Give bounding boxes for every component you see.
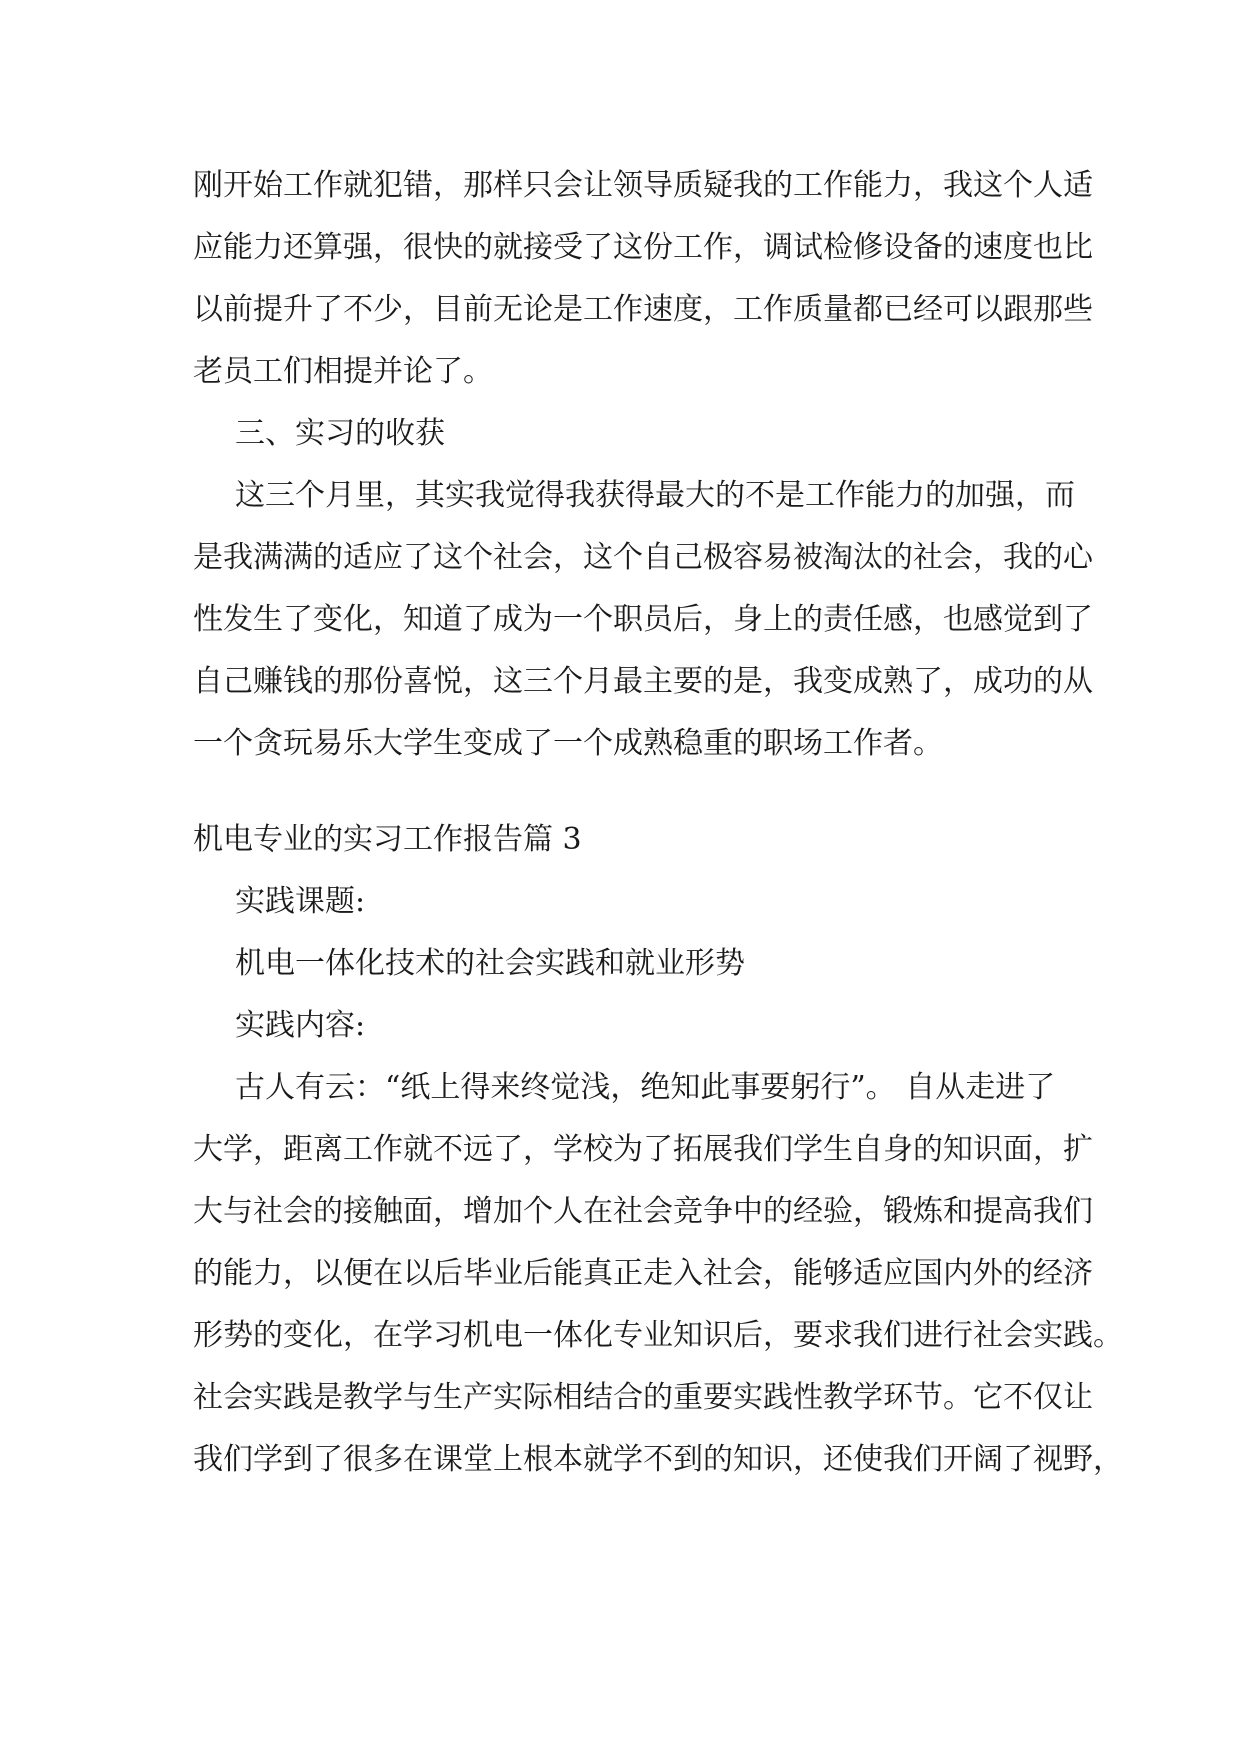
text-line: 我们学到了很多在课堂上根本就学不到的知识，还使我们开阔了视野， [193,1442,1123,1477]
practice-content-label: 实践内容: [235,1008,366,1043]
spacer [193,775,1053,809]
section-heading-harvest: 三、实习的收获 [235,416,445,451]
text-line: 老员工们相提并论了。 [193,354,493,389]
paragraph-continued [193,155,1093,403]
practice-topic-label: 实践课题: [235,884,366,919]
text-line: 的能力，以便在以后毕业后能真正走入社会，能够适应国内外的经济 [193,1256,1093,1291]
text-line: 应能力还算强，很快的就接受了这份工作，调试检修设备的速度也比 [193,230,1093,265]
paragraph-harvest [193,465,1093,775]
text-line: 性发生了变化，知道了成为一个职员后，身上的责任感，也感觉到了 [193,602,1093,637]
document-body [193,155,1123,1491]
text-line: 刚开始工作就犯错，那样只会让领导质疑我的工作能力，我这个人适 [193,168,1093,203]
text-line: 这三个月里，其实我觉得我获得最大的不是工作能力的加强，而 [235,478,1075,513]
paragraph-practice-content [193,1057,1123,1491]
text-line: 大与社会的接触面，增加个人在社会竞争中的经验，锻炼和提高我们 [193,1194,1093,1229]
text-line: 古人有云：“纸上得来终觉浅，绝知此事要躬行”。 自从走进了 [235,1070,1056,1105]
text-line: 以前提升了不少，目前无论是工作速度，工作质量都已经可以跟那些 [193,292,1093,327]
text-line: 大学，距离工作就不远了，学校为了拓展我们学生自身的知识面，扩 [193,1132,1093,1167]
text-line: 社会实践是教学与生产实际相结合的重要实践性教学环节。它不仅让 [193,1380,1093,1415]
report-title: 机电专业的实习工作报告篇 3 [193,822,582,857]
text-line: 是我满满的适应了这个社会，这个自己极容易被淘汰的社会，我的心 [193,540,1093,575]
text-line: 一个贪玩易乐大学生变成了一个成熟稳重的职场工作者。 [193,726,943,761]
practice-topic: 机电一体化技术的社会实践和就业形势 [235,946,745,981]
text-line: 形势的变化，在学习机电一体化专业知识后，要求我们进行社会实践。 [193,1318,1123,1353]
text-line: 自己赚钱的那份喜悦，这三个月最主要的是，我变成熟了，成功的从 [193,664,1093,699]
